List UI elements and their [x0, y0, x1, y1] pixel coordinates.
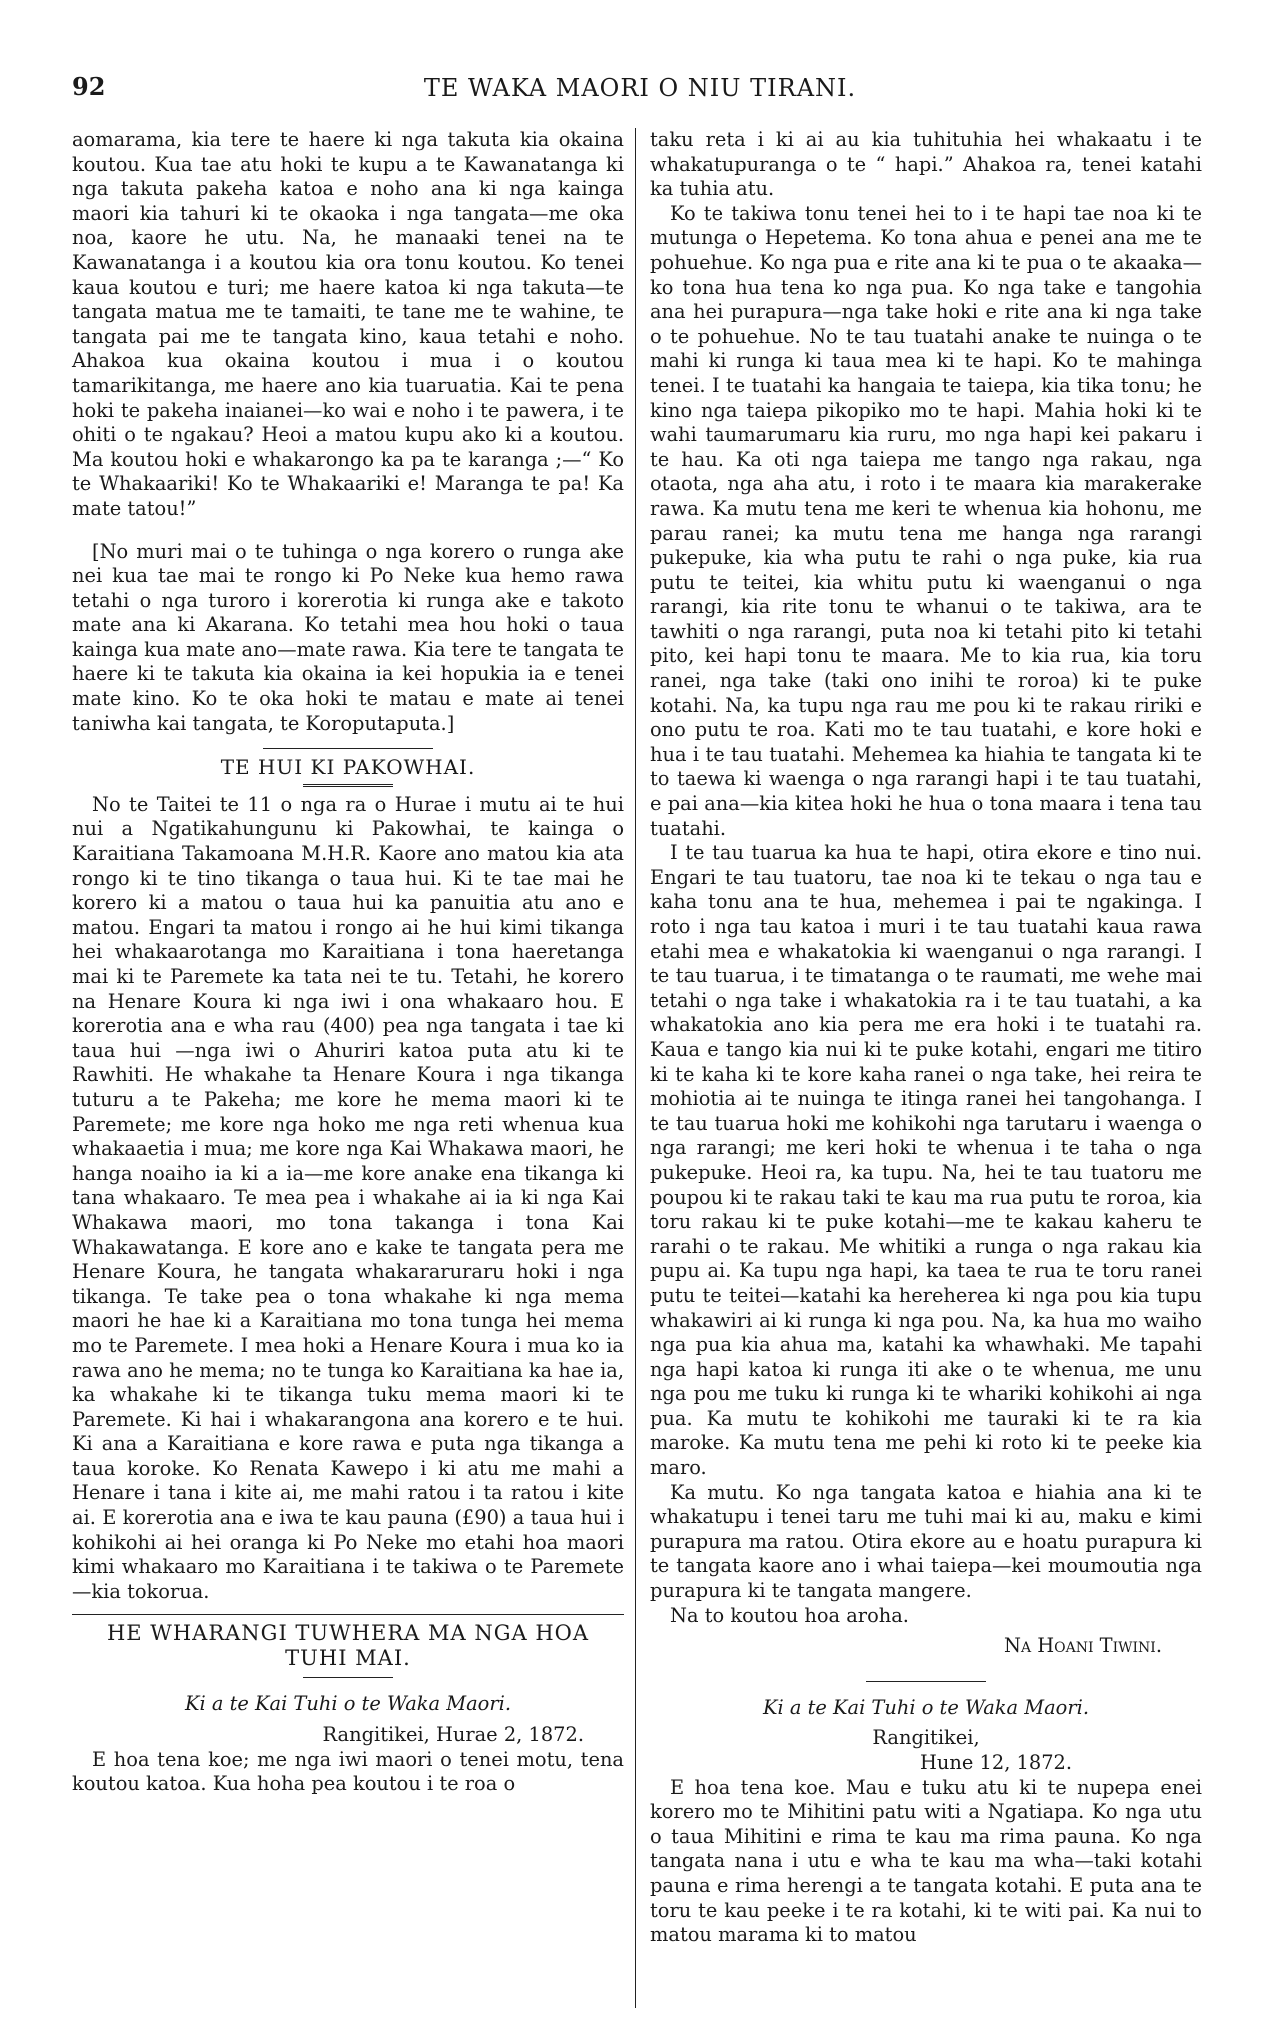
letter-date: Hune 12, 1872. [920, 1751, 1073, 1774]
letter-paragraph: Ko te takiwa tonu tenei hei to i te hapi tae noa ki te mutunga o Hepetema. Ko tona ahua e penei ana me te pohuehue. Ko nga pua e rite ana ki te pua o te akaaka—ko tona hua tena ko nga pua. Ko nga take e tangohia ana hei purapura—nga take hoki e rite ana ki nga take o te pohuehue. No te tau tuatahi anake te nuinga o te mahi ki runga ki taua mea ki te hapi. Ko te mahinga tenei. I te tuatahi ka hangaia te taiepa, kia tika tonu; he kino nga taiepa pikopiko mo te hapi. Mahia hoki ki te wahi taumarumaru kia ruru, mo nga hapi kei pakaru i te hau. Ka oti nga taiepa me tango nga rakau, nga otaota, nga aha atu, i roto i te maara kia marakerake rawa. Ka mutu tena me keri te whenua kia hohonu, me parau ranei; ka mutu tena me hanga nga rarangi pukepuke, kia wha putu te rahi o nga puke, kia rua putu te teitei, kia whitu putu ki waenganui o nga rarangi, kia rite tonu te whanui o te takiwa, ara te tawhiti o nga rarangi, puta noa ki tetahi pito ki tetahi pito, kei hapi tonu te maara. Me to kia rua, kia toru ranei, nga take (taki ono inihi te roroa) ki te puke kotahi. Na, ka tupu nga rau me pou ki te rakau ririki e ono putu te roa. Kati mo te tau tuatahi, e kore hoki e hua i te tau tuatahi. Mehemea ka hiahia te tangata ki te to taewa ki waenga o nga rarangi hapi i te tau tuatahi, e pai ana—kia kitea hoki he hua o tona maara i tena tau tuatahi. [650, 201, 1202, 840]
running-head [72, 72, 1208, 118]
letter-address: Ki a te Kai Tuhi o te Waka Maori. [763, 1695, 1089, 1719]
article-paragraph: No te Taitei te 11 o nga ra o Hurae i mutu ai te hui nui a Ngatikahungunu ki Pakowhai, te kainga o Karaitiana Takamoana M.H.R. Kaore ano matou kia ata rongo ki te tino tikanga o taua hui. Ki te tae mai he korero ki a matou o taua hui ka panuitia atu ano e matou. Engari ta matou i rongo ai he hui kimi tikanga hei whakaarotanga mo Karaitiana i tona haeretanga mai ki te Paremete ka tata nei te tu. Tetahi, he korero na Henare Koura ki nga iwi i ona whakaaro hou. E korerotia ana e wha rau (400) pea nga tangata i tae ki taua hui —nga iwi o Ahuriri katoa puta atu ki te Rawhiti. He whakahe ta Henare Koura i nga tikanga tuturu a te Pakeha; me kore he mema maori ki te Paremete; me kore nga hoko me nga reti whenua kua whakaaetia i mua; me kore nga Kai Whakawa maori, he hanga noaiho ia ki a ia—me kore anake ena tikanga ki tana whakaaro. Te mea pea i whakahe ai ia ki nga Kai Whakawa maori, mo tona takanga i tona Kai Whakawatanga. E kore ano e kake te tangata pera me Henare Koura, he tangata whakararuraru hoki i nga tikanga. Te take pea o tona whakahe ki nga mema maori he hae ki a Karaitiana mo tona tunga hei mema mo te Paremete. I mea hoki a Henare Koura i mua ko ia rawa ano he mema; no te tunga ko Karaitiana ka hae ia, ka whakahe ki te tikanga tuku mema maori ki te Paremete. Ki hai i whakarangona ana korero e te hui. Ki ana a Karaitiana e kore rawa e puta nga tikanga a taua koroke. Ko Renata Kawepo i ki atu me mahi a Henare i tana i kite ai, me mahi ratou i ta ratou i kite ai. E korerotia ana e iwa te kau pauna (£90) a taua hui i kohikohi ai hei oranga ki Po Neke mo etahi hoa maori kimi whakaaro mo Karaitiana i te takiwa o te Paremete—kia tokorua. [72, 792, 624, 1603]
letter-paragraph: Ka mutu. Ko nga tangata katoa e hiahia ana ki te whakatupu i tenei taru me tuhi mai ki au, maku e kimi purapura ma ratou. Otira ekore au e hoatu purapura ki te tangata kaore ano i whai taiepa—kei moumoutia nga purapura ki te tangata mangere. [650, 1480, 1202, 1603]
letter-dateline: Rangitikei, Hurae 2, 1872. [322, 1723, 584, 1747]
letter-paragraph: taku reta i ki ai au kia tuhituhia hei whakaatu i te whakatupuranga o te “ hapi.” Ahakoa ra, tenei katahi ka tuhia atu. [650, 128, 1202, 201]
left-column [72, 128, 624, 1797]
letter-place: Rangitikei, [872, 1726, 980, 1750]
page-number: 92 [72, 72, 106, 101]
right-column [650, 128, 1202, 1948]
letter-address: Ki a te Kai Tuhi o te Waka Maori. [185, 1692, 511, 1716]
letter-paragraph: I te tau tuarua ka hua te hapi, otira ekore e tino nui. Engari te tau tuatoru, tae noa ki te tekau o nga tau e kaha tonu ana te hua, mehemea i pai te ngakinga. I roto i nga tau katoa i muri i te tau tuatahi kaua rawa etahi mea e whakatokia ki waenganui o nga rarangi. I te tau tuarua, i te timatanga o te raumati, me wehe mai tetahi o nga take i whakatokia ra i te tau tuatahi, a ka whakatokia ano kia pera me era hoki i te tuatahi ra. Kaua e tango kia nui ki te puke kotahi, engari me titiro ki te kaha ki te kore kaha ranei o nga take, hei reira te mohiotia ai te nuinga te itinga ranei hei tangohanga. I te tau tuarua hoki me kohikohi nga tarutaru i waenga o nga rarangi; me keri hoki te whenua i te taha o nga pukepuke. Heoi ra, ka tupu. Na, hei te tau tuatoru me poupou ki te rakau taki te kau ma rua putu te roroa, kia toru rakau ki te puke kotahi—me te kakau kaheru te rarahi o te rakau. Me whitiki a runga o nga rakau kia pupu ai. Ka tupu nga hapi, ka taea te rua te toru ranei putu te teitei—katahi ka hereherea ki nga pou kia tupu whakawiri ai ki runga ki nga pou. Na, ka hua mo waiho nga pua kia ahua ma, katahi ka whawhaki. Me tapahi nga hapi katoa ki runga iti ake o te whenua, me unu nga pou me tuku ki runga ki te whariki kohikohi ai nga pua. Ka mutu te kohikohi me tauraki ki te ra kia maroke. Ka mutu tena me pehi ki roto ki te peeke kia maro. [650, 841, 1202, 1480]
letter-signature: Na Hoani Tiwini. [1003, 1634, 1162, 1658]
editorial-note: [No muri mai o te tuhinga o nga korero o runga ake nei kua tae mai te rongo ki Po Neke kua hemo rawa tetahi o nga turoro i korerotia ki runga ake e takoto mate ana ki Akarana. Ko tetahi mea hou hoki o taua kainga kua mate ano—mate rawa. Kia tere te tangata te haere ki te takuta kia okaina ia kei hopukia ia e tenei mate kino. Ko te oka hoki te matau e mate ai tenei taniwha kai tangata, te Koroputaputa.] [72, 539, 624, 735]
section-heading: HE WHARANGI TUWHERA MA NGA HOA TUHI MAI. [106, 1621, 590, 1671]
letter-closing: Na to koutou hoa aroha. [670, 1603, 909, 1627]
text-columns [72, 128, 1202, 2008]
column-divider [635, 128, 636, 2008]
heading-underline [303, 784, 393, 787]
section-heading: TE HUI KI PAKOWHAI. [220, 755, 476, 780]
article-paragraph: aomarama, kia tere te haere ki nga takuta kia okaina koutou. Kua tae atu hoki te kupu a te Kawanatanga ki nga takuta pakeha katoa e noho ana ki nga kainga maori kia tahuri ki te okaoka i nga tangata—me oka noa, kaore he utu. Na, he manaaki tenei na te Kawanatanga i a koutou kia ora tonu koutou. Ko tenei kaua koutou e turi; me haere katoa ki nga takuta—te tangata matua me te tamaiti, te tane me te wahine, te tangata pai me te tangata kino, kaua tetahi e noho. Ahakoa kua okaina koutou i mua i o koutou tamarikitanga, me haere ano kia tuaruatia. Kai te pena hoki te pakeha inaianei—ko wai e noho i te pawera, i te ohiti o te ngakau? Heoi a matou kupu ako ki a koutou. Ma koutou hoki e whakarongo ka pa te karanga ;—“ Ko te Whakaariki! Ko te Whakaariki e! Maranga te pa! Ka mate tatou!” [72, 128, 624, 520]
running-title: TE WAKA MAORI O NIU TIRANI. [423, 74, 857, 102]
section-rule [263, 748, 433, 749]
section-rule [866, 1681, 986, 1682]
letter-paragraph: E hoa tena koe; me nga iwi maori o tenei motu, tena koutou katoa. Kua hoha pea koutou i te roa o [72, 1747, 624, 1796]
section-rule [72, 1614, 624, 1615]
letter-paragraph: E hoa tena koe. Mau e tuku atu ki te nupepa enei korero mo te Mihitini patu witi a Ngatiapa. Ko nga utu o taua Mihitini e rima te kau ma rima pauna. Ko nga tangata nana i utu e wha te kau ma wha—taki kotahi pauna e rima herengi a te tangata kotahi. E puta ana te toru te kau peeke i te ra kotahi, ki te witi pai. Ka nui to matou marama ki to matou [650, 1775, 1202, 1947]
heading-underline [303, 1677, 393, 1678]
